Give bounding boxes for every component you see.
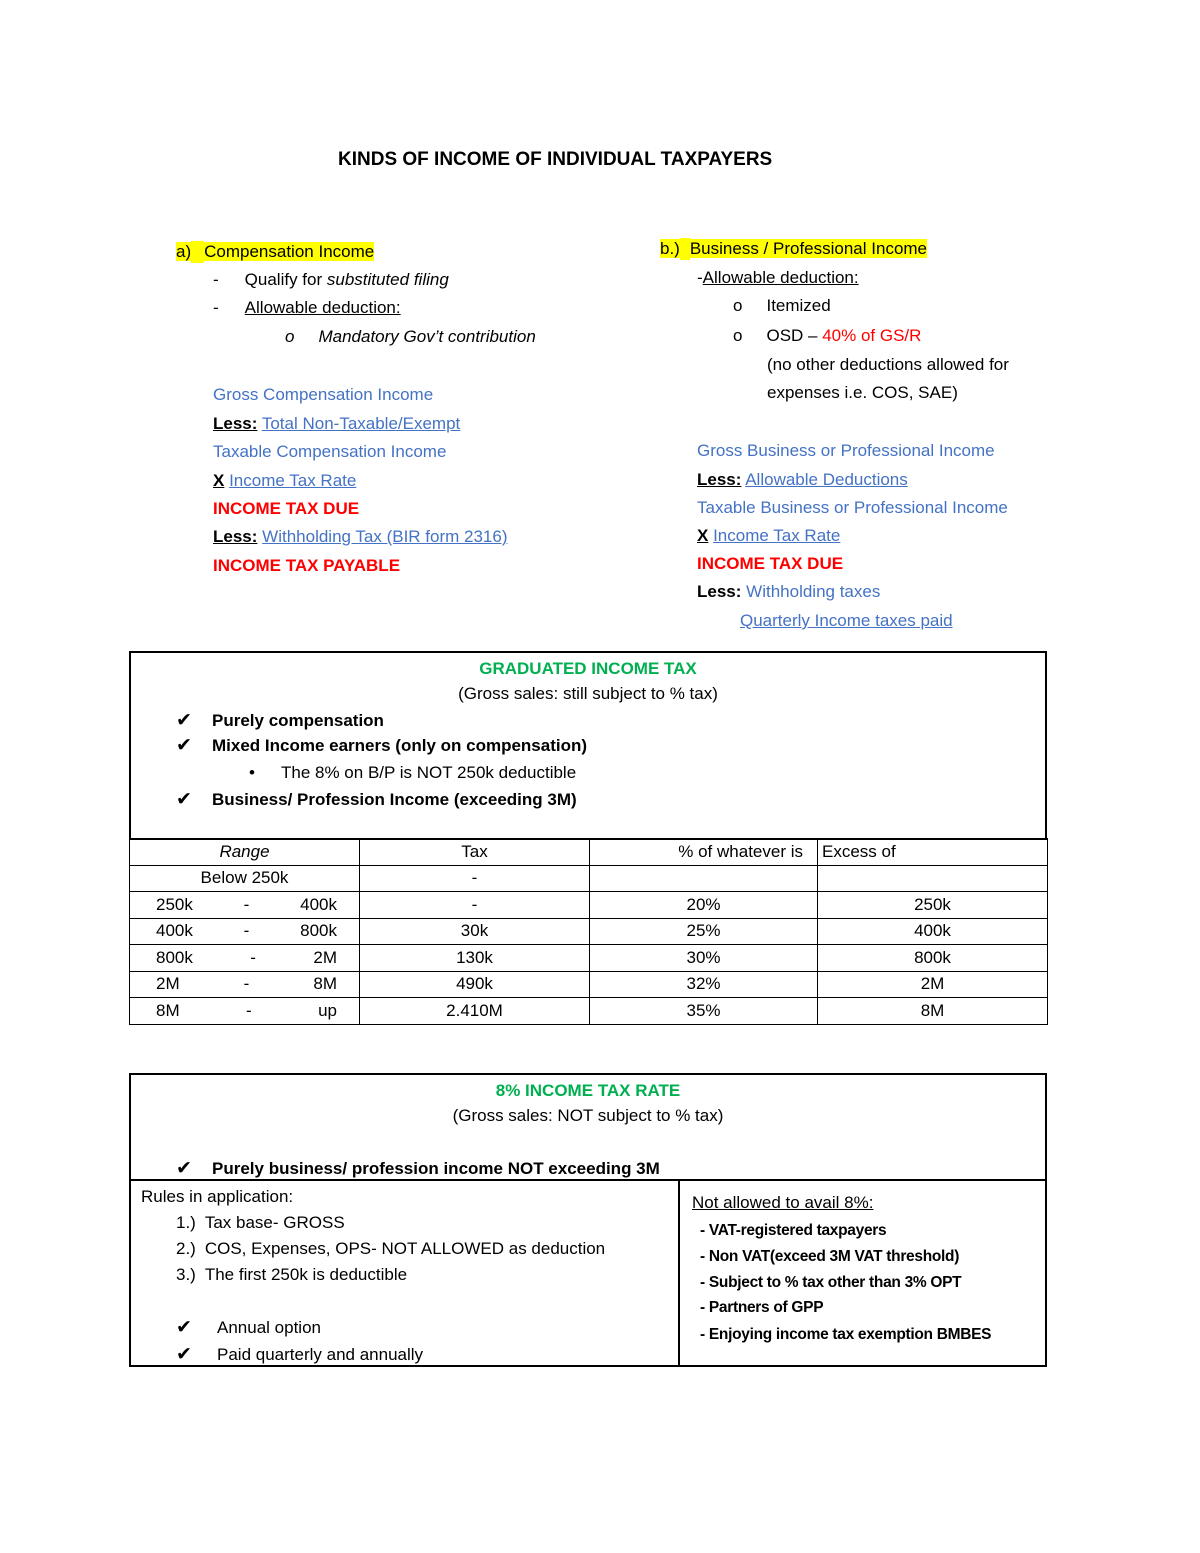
item-text: Business/ Profession Income (exceeding 3M): [212, 790, 577, 809]
range-sep: -: [243, 894, 250, 914]
check-icon: ✔: [176, 1317, 192, 1338]
graduated-bullet-note: [249, 762, 576, 784]
range-sep: -: [246, 1000, 252, 1020]
x-value: Income Tax Rate: [713, 526, 841, 545]
tax-cell: 490k: [360, 971, 590, 998]
biz-gross: Gross Business or Professional Income: [697, 441, 995, 460]
comp-gross: Gross Compensation Income: [213, 385, 434, 404]
itemized-text: Itemized: [766, 296, 831, 315]
header-pct: % of whatever is: [590, 839, 818, 866]
biz-tax-rate: [697, 525, 840, 547]
tax-cell: -: [360, 892, 590, 919]
range-cell: [130, 998, 360, 1025]
biz-taxable: Taxable Business or Professional Income: [697, 498, 1008, 517]
check-icon: ✔: [176, 735, 192, 756]
business-heading-text: Business / Professional Income: [689, 239, 928, 258]
comp-tax-payable: INCOME TAX PAYABLE: [213, 556, 401, 575]
table-row: [130, 971, 1048, 998]
sub-item-text: Mandatory Gov’t contribution: [318, 327, 536, 346]
pct-cell: 30%: [590, 945, 818, 972]
bullet-icon: •: [249, 763, 255, 782]
compensation-heading: [176, 241, 374, 263]
range-sep: -: [250, 947, 256, 967]
excess-cell: 800k: [818, 945, 1048, 972]
table-header-row: [130, 839, 1048, 866]
excess-cell: [818, 865, 1048, 892]
range-to: 400k: [300, 894, 337, 914]
rule-item: [176, 1212, 345, 1234]
rule-item: [176, 1238, 605, 1260]
compensation-item-1: [213, 269, 449, 291]
tax-cell: 130k: [360, 945, 590, 972]
allowable-text: Allowable deduction:: [702, 268, 859, 287]
tax-cell: 2.410M: [360, 998, 590, 1025]
item-text: Mixed Income earners (only on compensation): [212, 736, 588, 755]
withholding-value: Withholding taxes: [746, 582, 881, 601]
range-from: 2M: [156, 974, 180, 994]
eight-percent-item: [176, 1158, 660, 1180]
excess-cell: 250k: [818, 892, 1048, 919]
compensation-item-2: [213, 297, 401, 319]
comp-taxable: Taxable Compensation Income: [213, 442, 447, 461]
less-label: Less:: [213, 414, 258, 433]
range-cell: Below 250k: [130, 865, 360, 892]
table-row: [130, 892, 1048, 919]
x-label: X: [697, 526, 709, 545]
dash: -: [697, 268, 703, 287]
graduated-subtitle: (Gross sales: still subject to % tax): [458, 684, 718, 703]
page-title: KINDS OF INCOME OF INDIVIDUAL TAXPAYERS: [338, 149, 773, 170]
less-label: Less:: [213, 527, 258, 546]
sub-marker: o: [733, 326, 743, 345]
not-allowed-item: - VAT-registered taxpayers: [700, 1222, 887, 1239]
biz-withholding: [697, 581, 880, 603]
range-from: 8M: [156, 1000, 180, 1020]
business-note-line2: expenses i.e. COS, SAE): [767, 383, 958, 402]
pct-cell: 25%: [590, 918, 818, 945]
quarterly-text: Quarterly Income taxes paid: [740, 611, 953, 630]
comp-tax-rate: [213, 470, 356, 492]
range-from: 800k: [156, 947, 193, 967]
check-icon: ✔: [176, 1344, 192, 1365]
range-to: up: [318, 1000, 337, 1020]
table-row: [130, 865, 1048, 892]
business-allowable: [697, 267, 859, 289]
rule-num: 2.): [176, 1239, 196, 1258]
range-cell: [130, 945, 360, 972]
graduated-item-3: [176, 789, 577, 811]
rule-text: COS, Expenses, OPS- NOT ALLOWED as deduction: [204, 1239, 606, 1258]
option-text: Paid quarterly and annually: [217, 1345, 424, 1364]
biz-less-deductions: [697, 469, 908, 491]
not-allowed-title: Not allowed to avail 8%:: [692, 1193, 874, 1212]
dash: -: [213, 298, 219, 317]
business-note-line1: (no other deductions allowed for: [767, 355, 1009, 374]
rule-num: 1.): [176, 1213, 196, 1232]
excess-cell: 2M: [818, 971, 1048, 998]
range-sep: -: [243, 974, 250, 994]
rule-num: 3.): [176, 1265, 196, 1284]
compensation-heading-text: Compensation Income: [204, 242, 375, 261]
header-tax: Tax: [360, 839, 590, 866]
check-icon: ✔: [176, 789, 192, 810]
header-range: Range: [130, 839, 360, 866]
not-allowed-item: - Non VAT(exceed 3M VAT threshold): [700, 1248, 960, 1265]
range-sep: -: [243, 921, 250, 941]
rule-item: [176, 1264, 407, 1286]
option-item: [176, 1317, 321, 1339]
table-row: [130, 918, 1048, 945]
comp-less-nontaxable: [213, 413, 460, 435]
note-text: The 8% on B/P is NOT 250k deductible: [281, 763, 577, 782]
graduated-title: GRADUATED INCOME TAX: [479, 659, 697, 678]
biz-quarterly: [697, 610, 953, 632]
less-label: Less:: [697, 470, 742, 489]
tax-cell: -: [360, 865, 590, 892]
pct-cell: 35%: [590, 998, 818, 1025]
rule-text: The first 250k is deductible: [204, 1265, 408, 1284]
business-heading: [660, 238, 927, 260]
item-text: Purely compensation: [212, 711, 384, 730]
range-cell: [130, 918, 360, 945]
less-value: Total Non-Taxable/Exempt: [261, 414, 461, 433]
osd-value: 40% of GS/R: [822, 326, 922, 345]
biz-tax-due: INCOME TAX DUE: [697, 554, 844, 573]
range-to: 800k: [300, 921, 337, 941]
header-excess: Excess of: [818, 839, 1048, 866]
item-text: Purely business/ profession income NOT exceeding 3M: [212, 1159, 660, 1178]
rule-text: Tax base- GROSS: [204, 1213, 345, 1232]
pct-cell: [590, 865, 818, 892]
not-allowed-item: - Subject to % tax other than 3% OPT: [700, 1274, 962, 1291]
eight-percent-subtitle: (Gross sales: NOT subject to % tax): [452, 1106, 724, 1125]
compensation-marker: a): [176, 242, 192, 261]
check-icon: ✔: [176, 710, 192, 731]
sub-marker: o: [285, 327, 295, 346]
less-label: Less:: [697, 582, 742, 601]
range-from: 250k: [156, 894, 193, 914]
range-cell: [130, 971, 360, 998]
graduated-rates-table: [129, 838, 1048, 1025]
graduated-item-2: [176, 735, 587, 757]
rules-title: Rules in application:: [141, 1187, 294, 1206]
table-row: [130, 998, 1048, 1025]
pct-cell: 32%: [590, 971, 818, 998]
eight-percent-title: 8% INCOME TAX RATE: [495, 1081, 681, 1100]
item-text: Qualify for: [244, 270, 327, 289]
range-from: 400k: [156, 921, 193, 941]
not-allowed-item: - Partners of GPP: [700, 1299, 824, 1316]
range-to: 8M: [313, 974, 337, 994]
graduated-item-1: [176, 710, 384, 732]
not-allowed-item: - Enjoying income tax exemption BMBES: [700, 1326, 992, 1343]
check-icon: ✔: [176, 1158, 192, 1179]
excess-cell: 400k: [818, 918, 1048, 945]
excess-cell: 8M: [818, 998, 1048, 1025]
range-to: 2M: [313, 947, 337, 967]
less-value: Allowable Deductions: [745, 470, 908, 489]
option-item: [176, 1344, 423, 1366]
business-marker: b.): [660, 239, 680, 258]
sub-marker: o: [733, 296, 743, 315]
table-row: [130, 945, 1048, 972]
comp-withholding: [213, 526, 508, 548]
business-osd: [733, 325, 921, 347]
pct-cell: 20%: [590, 892, 818, 919]
osd-prefix: OSD –: [766, 326, 823, 345]
range-cell: [130, 892, 360, 919]
x-value: Income Tax Rate: [229, 471, 357, 490]
x-label: X: [213, 471, 225, 490]
option-text: Annual option: [217, 1318, 321, 1337]
tax-cell: 30k: [360, 918, 590, 945]
comp-tax-due: INCOME TAX DUE: [213, 499, 360, 518]
item-text-italic: substituted filing: [326, 270, 449, 289]
compensation-sub-item: [285, 326, 536, 348]
dash: -: [213, 270, 219, 289]
withholding-value: Withholding Tax (BIR form 2316): [262, 527, 508, 546]
item-text: Allowable deduction:: [244, 298, 401, 317]
business-itemized: [733, 295, 831, 317]
